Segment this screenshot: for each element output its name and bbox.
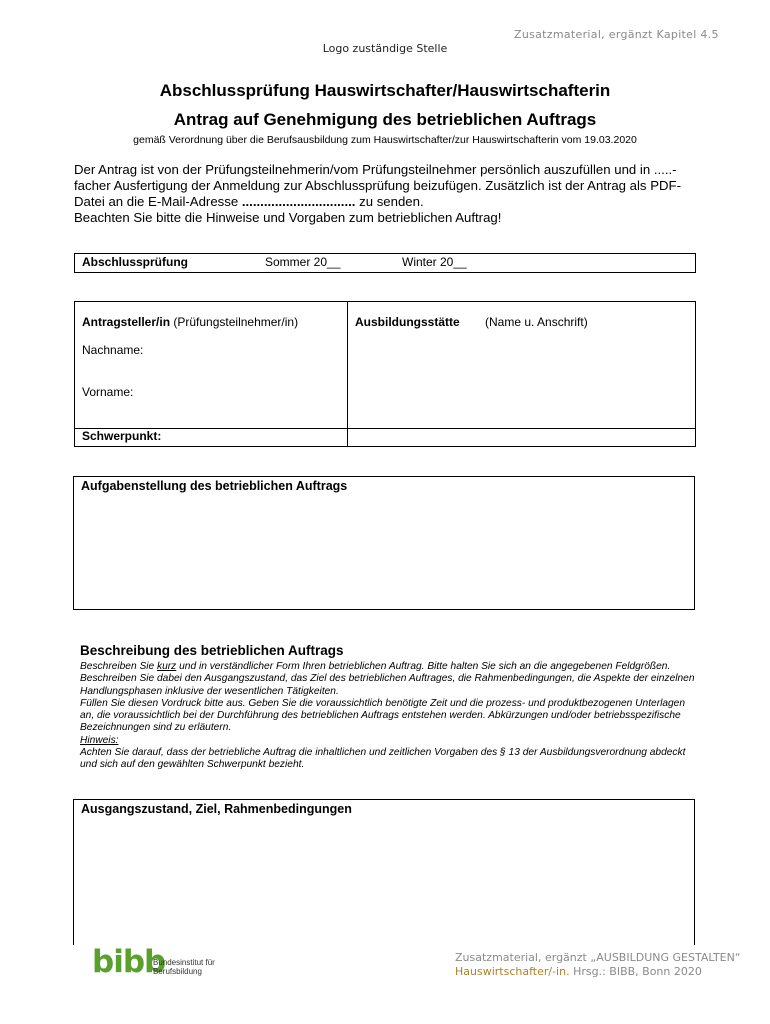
hint-label: Hinweis: <box>80 734 119 746</box>
firstname-label: Vorname: <box>82 385 134 399</box>
bibb-logo <box>92 944 232 980</box>
applicant-heading <box>82 315 298 329</box>
applicant-table <box>74 301 696 447</box>
footer-publication: Hauswirtschafter/-in. <box>455 965 570 978</box>
logo-placeholder: Logo zuständige Stelle <box>322 42 448 55</box>
lastname-label: Nachname: <box>82 343 144 357</box>
training-site-cell[interactable] <box>348 302 696 429</box>
description-heading: Beschreibung des betrieblichen Auftrags <box>80 643 344 658</box>
winter-option[interactable]: Winter 20__ <box>402 255 467 269</box>
focus-cell[interactable] <box>75 429 348 447</box>
intro-notice: Beachten Sie bitte die Hinweise und Vorgaben zum betrieblichen Auftrag! <box>74 210 502 225</box>
applicant-cell[interactable] <box>75 302 348 429</box>
applicant-label: Antragsteller/in <box>82 315 171 329</box>
training-site-heading <box>355 315 588 329</box>
initial-state-box[interactable] <box>73 799 695 945</box>
training-site-label: Ausbildungsstätte <box>355 315 460 329</box>
instruction-text-rest: und in verständlicher Form Ihren betrieblichen Auftrag. Bitte halten Sie sich an die angegebenen Feldgrößen. Beschreiben Sie dabei den Ausgangszustand, das Ziel des betrieblichen Auftrages, die Rahmenbedingungen, die Aspekte der einzelnen Handlungsphasen inklusive der wesentlichen Tätigkeiten. <box>80 661 695 697</box>
top-right-note: Zusatzmaterial, ergänzt Kapitel 4.5 <box>514 28 719 41</box>
form-title: Antrag auf Genehmigung des betrieblichen Auftrags <box>173 110 597 129</box>
footer-note-line-2 <box>455 965 755 979</box>
initial-state-title: Ausgangszustand, Ziel, Rahmenbedingungen <box>81 802 352 816</box>
focus-value-cell[interactable] <box>348 429 696 447</box>
exam-label: Abschlussprüfung <box>82 255 189 269</box>
summer-option[interactable]: Sommer 20__ <box>265 255 341 269</box>
training-site-hint: (Name u. Anschrift) <box>485 315 588 329</box>
exam-period-cell[interactable] <box>75 254 696 273</box>
footer-note-line-1: Zusatzmaterial, ergänzt „AUSBILDUNG GESTALTEN“ <box>455 951 741 964</box>
focus-label: Schwerpunkt: <box>82 429 162 443</box>
instruction-emphasis: kurz <box>157 661 177 672</box>
task-box-title: Aufgabenstellung des betrieblichen Auftrags <box>81 479 348 493</box>
footer-publisher: Hrsg.: BIBB, Bonn 2020 <box>569 965 702 978</box>
instruction-paragraph-2: Füllen Sie diesen Vordruck bitte aus. Geben Sie die voraussichtlich benötigte Zeit und die prozess- und produktbezogenen Unterlagen an, die voraussichtlich bei der Durchführung des betrieblichen Auftrags entstehen werden. Abkürzungen und/oder betriebsspezifische Bezeichnungen sind zu erläutern. <box>80 697 686 734</box>
hint-text: Achten Sie darauf, dass der betriebliche Auftrag die inhaltlichen und zeitlichen Vorgaben des § 13 der Ausbildungsverordnung abdeckt und sich auf den gewählten Schwerpunkt bezieht. <box>80 747 686 771</box>
email-placeholder[interactable]: ............................... <box>241 194 356 209</box>
intro-paragraph <box>74 162 700 210</box>
description-instructions <box>80 661 700 772</box>
instruction-text-start: Beschreiben Sie <box>80 661 158 672</box>
intro-text <box>74 162 700 226</box>
applicant-hint: (Prüfungsteilnehmer/in) <box>170 315 299 329</box>
bibb-org-name <box>153 958 215 976</box>
org-line-2: Berufsbildung <box>153 967 202 976</box>
intro-text-main: Der Antrag ist von der Prüfungsteilnehmerin/vom Prüfungsteilnehmer persönlich auszufüllen und in .....-facher Ausfertigung der Anmeldung zur Abschlussprüfung beizufügen. Zusätzlich ist der Antrag als PDF-Datei an die E-Mail-Adresse <box>74 162 681 209</box>
document-title: Abschlussprüfung Hauswirtschafter/Hauswirtschafterin <box>159 81 611 100</box>
org-line-1: Bundesinstitut für <box>153 958 215 967</box>
intro-text-end: zu senden. <box>355 194 424 209</box>
task-description-box[interactable] <box>73 476 695 610</box>
footer-note <box>455 951 755 979</box>
bibb-wordmark: bibb <box>92 944 166 980</box>
exam-period-row <box>74 253 696 273</box>
instruction-paragraph-1 <box>80 661 700 698</box>
regulation-subtitle: gemäß Verordnung über die Berufsausbildung zum Hauswirtschafter/zur Hauswirtschafterin vom 19.03.2020 <box>133 134 637 146</box>
